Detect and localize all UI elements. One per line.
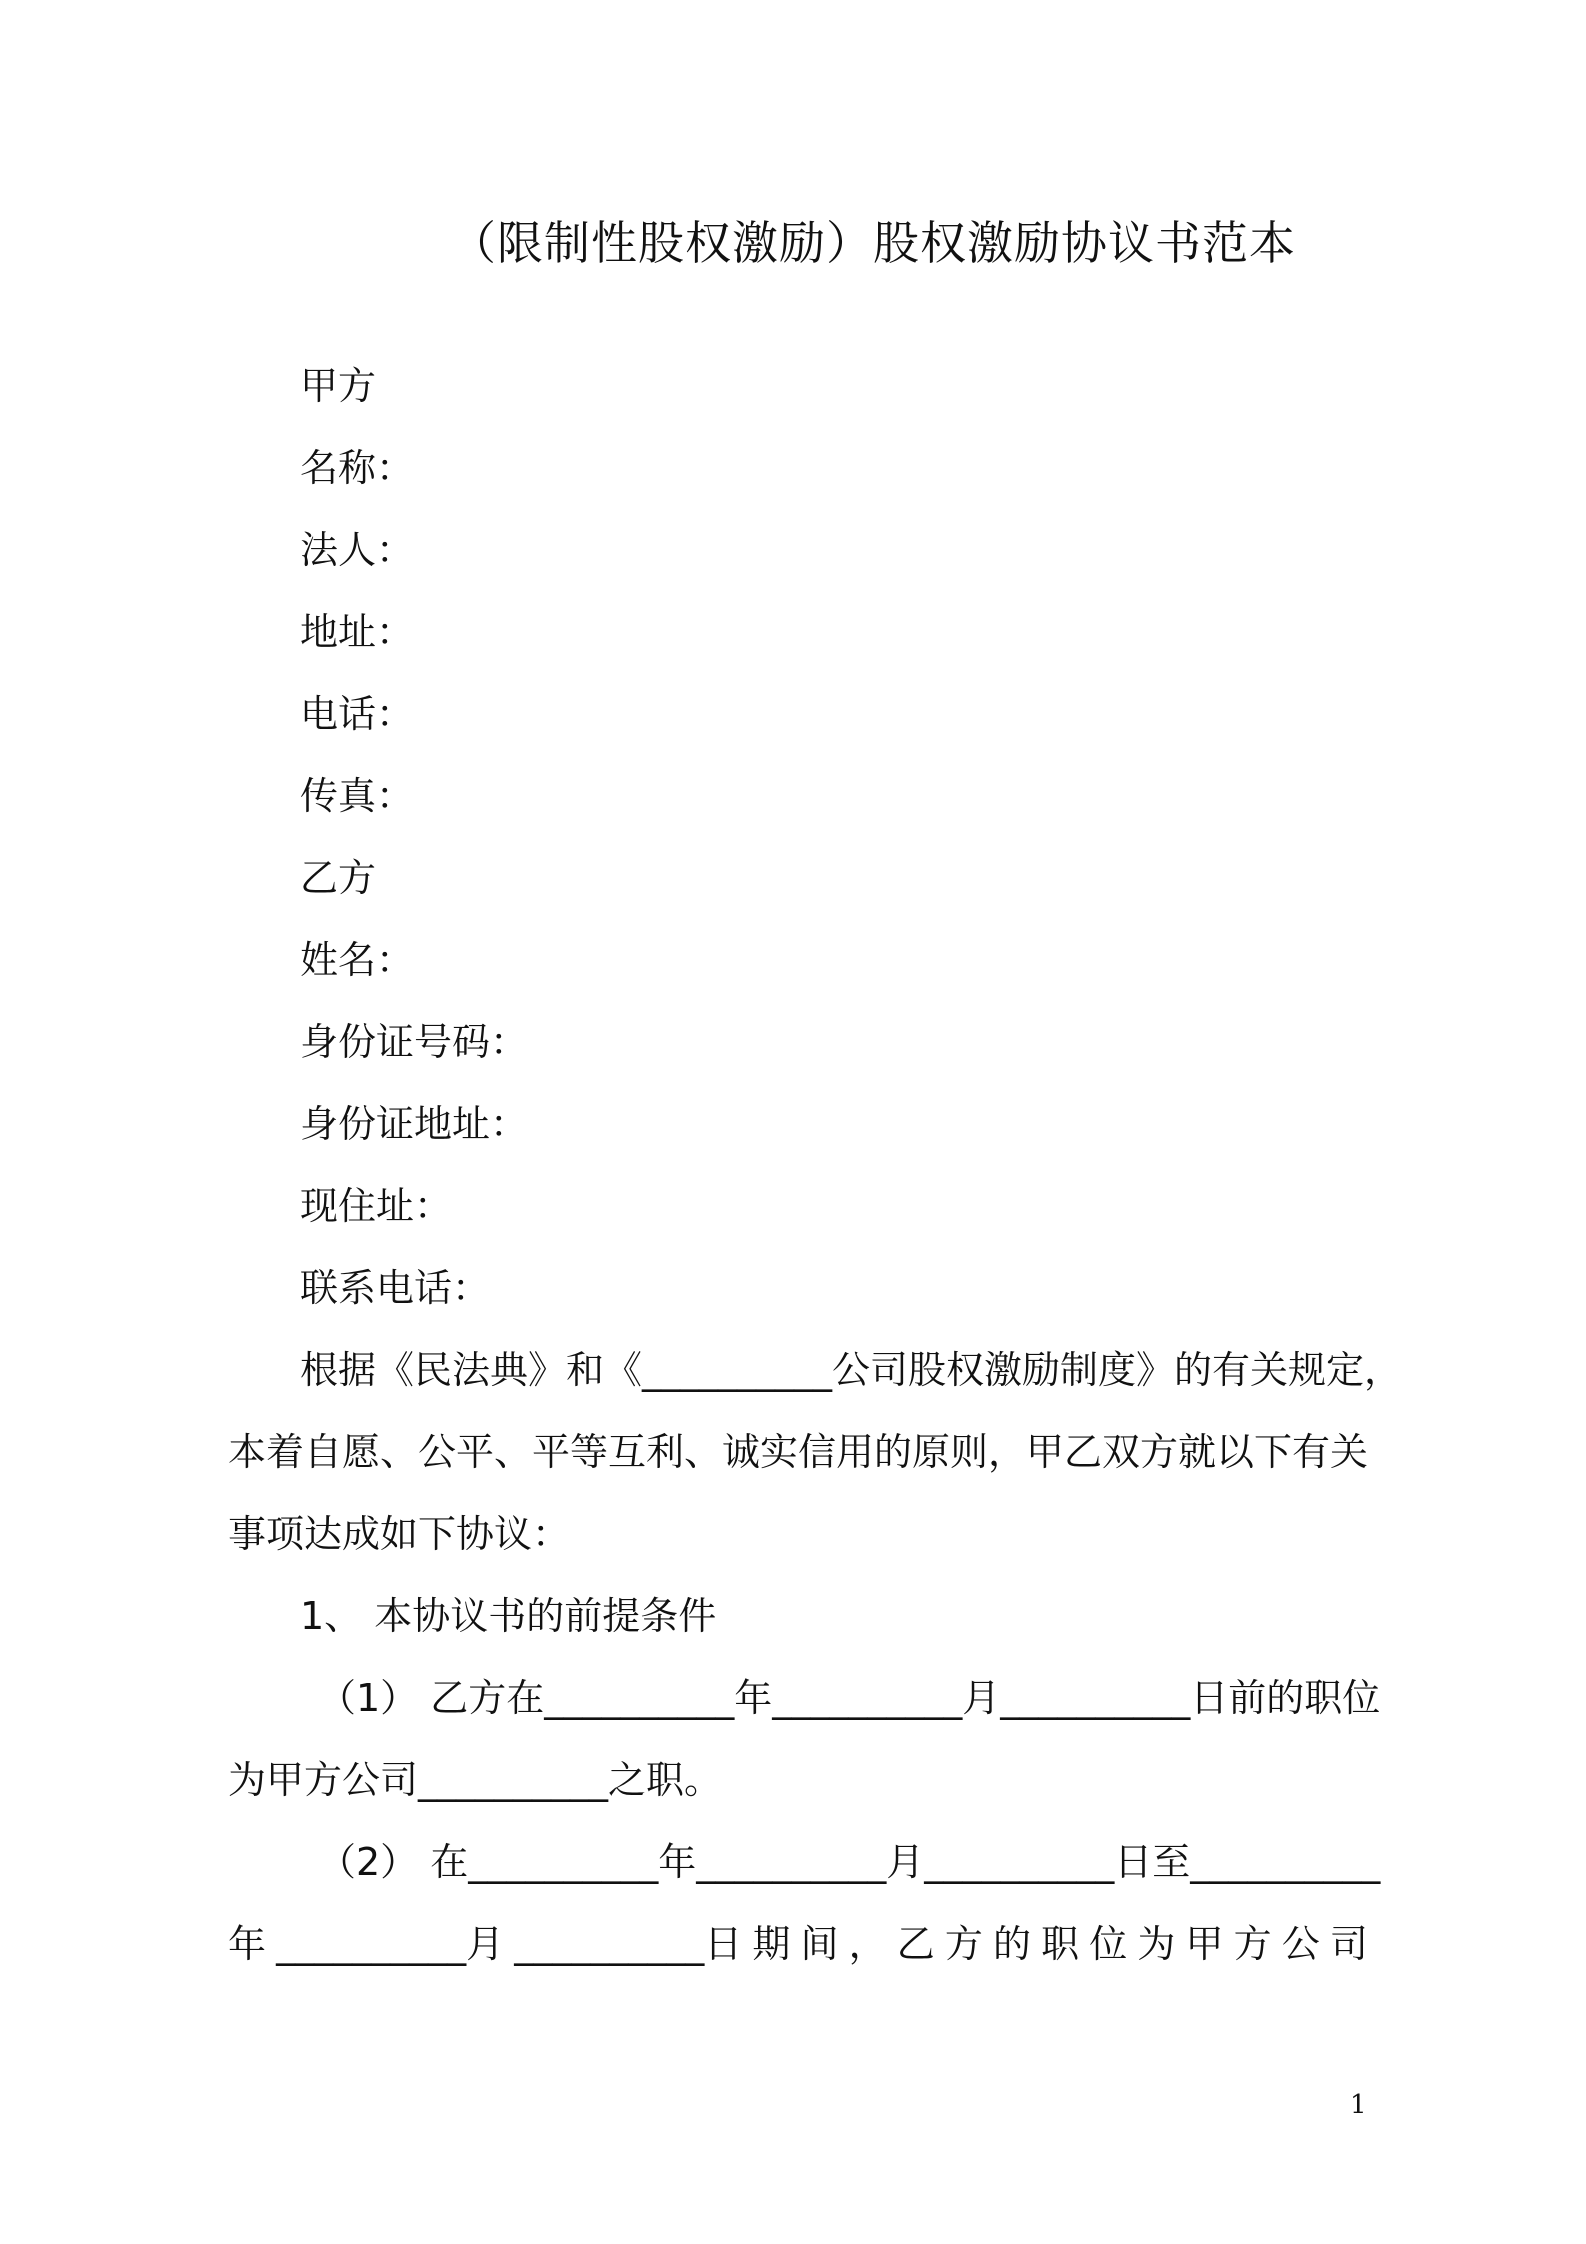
party-b-contact-phone-label: 联系电话： <box>300 1266 491 1310</box>
justified-fragment: 乙 <box>896 1922 935 1966</box>
document-title: （限制性股权激励）股权激励协议书范本 <box>450 216 1296 270</box>
justified-fragment: 期 <box>752 1922 791 1966</box>
party-a-heading: 甲方 <box>300 364 377 408</box>
justified-fragment: 司 <box>1329 1922 1368 1966</box>
preamble-line-1: 根据《民法典》和《__________公司股权激励制度》的有关规定， <box>300 1348 1403 1392</box>
justified-fragment: 年 <box>228 1922 267 1966</box>
preamble-line-2: 本着自愿、公平、平等互利、诚实信用的原则，甲乙双方就以下有关 <box>228 1430 1369 1474</box>
party-b-id-address-label: 身份证地址： <box>300 1102 529 1146</box>
party-a-address-label: 地址： <box>300 610 415 654</box>
justified-fragment: __________月 <box>276 1922 505 1966</box>
section-1-item-1-line-1: （1） 乙方在__________年__________月__________日前的职位 <box>318 1676 1381 1720</box>
justified-fragment: __________日 <box>514 1922 743 1966</box>
party-a-legal-rep-label: 法人： <box>300 528 415 572</box>
justified-fragment: 间 <box>800 1922 839 1966</box>
party-b-current-address-label: 现住址： <box>300 1184 453 1228</box>
party-b-heading: 乙方 <box>300 856 377 900</box>
justified-fragment: 方 <box>944 1922 983 1966</box>
section-1-item-2-line-1: （2） 在__________年__________月__________日至__________ <box>318 1840 1381 1884</box>
justified-fragment: 的 <box>993 1922 1032 1966</box>
justified-fragment: 位 <box>1089 1922 1128 1966</box>
party-b-name-label: 姓名： <box>300 938 415 982</box>
section-1-item-1-line-2: 为甲方公司__________之职。 <box>228 1758 723 1802</box>
party-b-id-number-label: 身份证号码： <box>300 1020 529 1064</box>
party-a-fax-label: 传真： <box>300 774 415 818</box>
party-a-name-label: 名称： <box>300 446 415 490</box>
party-a-phone-label: 电话： <box>300 692 415 736</box>
preamble-line-3: 事项达成如下协议： <box>228 1512 571 1556</box>
justified-fragment: 公 <box>1281 1922 1320 1966</box>
section-1-heading: 1、 本协议书的前提条件 <box>300 1594 717 1638</box>
justified-fragment: 为 <box>1137 1922 1176 1966</box>
justified-fragment: ， <box>848 1922 887 1966</box>
justified-fragment: 甲 <box>1185 1922 1224 1966</box>
justified-fragment: 职 <box>1041 1922 1080 1966</box>
page-number: 1 <box>1350 2090 1367 2120</box>
justified-fragment: 方 <box>1233 1922 1272 1966</box>
section-1-item-2-line-2 <box>228 1916 1368 1972</box>
